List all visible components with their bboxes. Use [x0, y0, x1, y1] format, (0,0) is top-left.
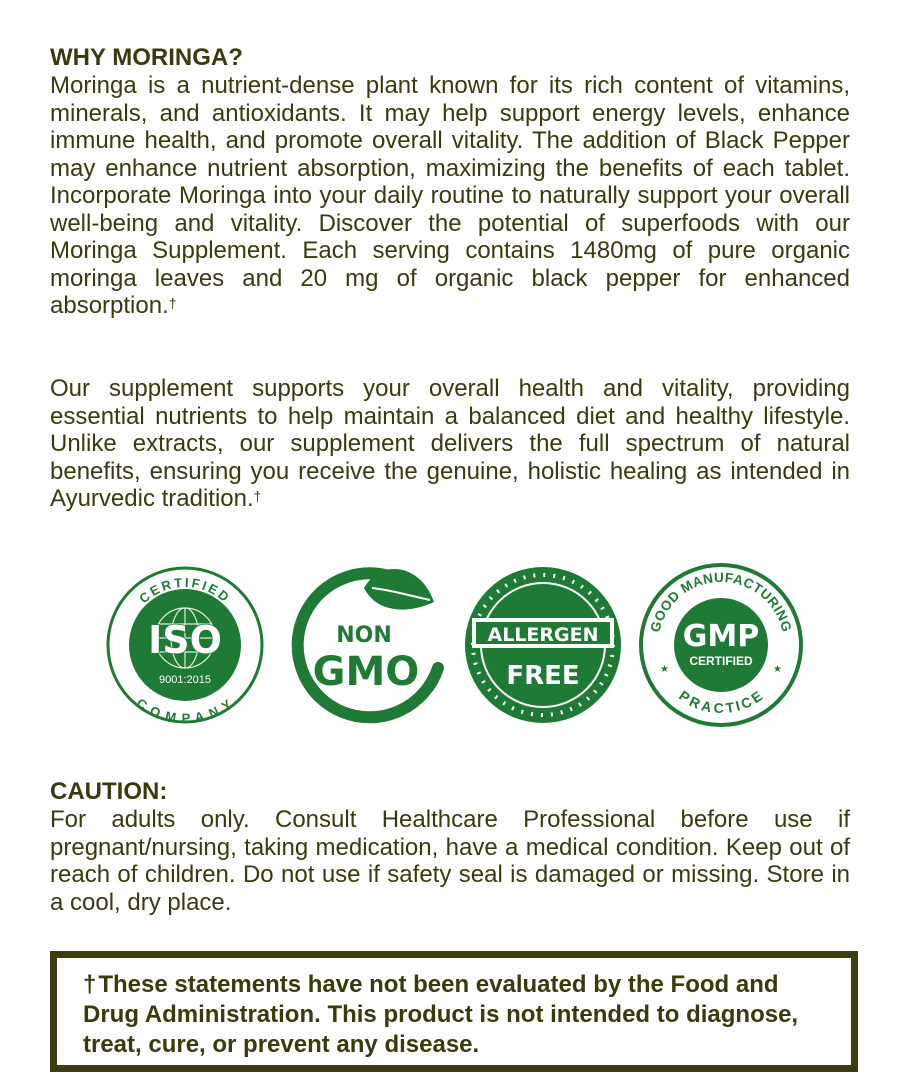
why-moringa-heading: WHY MORINGA?	[50, 44, 243, 71]
caution-heading: CAUTION:	[50, 778, 168, 805]
iso-top-text: CERTIFIED	[136, 574, 234, 607]
dagger-mark: †	[253, 488, 262, 504]
supplement-text: Our supplement supports your overall health and vitality, providing essential nutrients to help maintain a balanced diet and healthy lifestyle. Unlike extracts, our supplement delivers the full spectrum of natural benefits, ensuring you receive the genuine, holistic healing as intended in Ayurvedic tradition.	[50, 375, 850, 512]
iso-sub-text: 9001:2015	[159, 674, 211, 686]
fda-disclaimer-box	[50, 951, 858, 1072]
iso-bottom-text: COMPANY	[133, 695, 237, 726]
fda-disclaimer-text: These statements have not been evaluated by the Food and Drug Administration. This product is not intended to diagnose, treat, cure, or prevent any disease.	[83, 971, 799, 1058]
star-icon: ★	[660, 664, 669, 675]
caution-paragraph: For adults only. Consult Healthcare Professional before use if pregnant/nursing, taking medication, have a medical condition. Keep out of reach of children. Do not use if safety seal is damaged or missing. Store in a cool, dry place.	[50, 806, 850, 916]
dagger-mark: †	[83, 971, 97, 998]
certification-badges	[100, 560, 806, 730]
iso-badge	[100, 560, 270, 730]
gmp-bottom-text: PRACTICE	[676, 687, 766, 717]
gmp-main-text: GMP	[682, 619, 760, 654]
gmp-sub-text: CERTIFIED	[689, 654, 753, 668]
why-moringa-text: Moringa is a nutrient-dense plant known for its rich content of vitamins, minerals, and antioxidants. It may help support energy levels, enhance immune health, and promote overall vitality. The addition of Black Pepper may enhance nutrient absorption, maximizing the benefits of each tablet. Incorporate Moringa into your daily routine to naturally support your overall well-being and vitality. Discover the potential of superfoods with our Moringa Supplement. Each serving contains 1480mg of pure organic moringa leaves and 20 mg of organic black pepper for enhanced absorption.	[50, 72, 850, 319]
why-moringa-paragraph	[50, 72, 850, 320]
supplement-paragraph	[50, 375, 850, 513]
non-gmo-line1: NON	[336, 623, 392, 648]
fda-disclaimer	[83, 970, 827, 1060]
gmp-top-text: GOOD MANUFACTURING	[647, 569, 795, 634]
allergen-free-badge	[458, 560, 628, 730]
allergen-line1: ALLERGEN	[487, 624, 599, 646]
iso-main-text: ISO	[148, 618, 222, 662]
dagger-mark: †	[168, 295, 177, 311]
non-gmo-line2: GMO	[312, 649, 420, 695]
gmp-badge	[636, 560, 806, 730]
allergen-line2: FREE	[506, 661, 580, 691]
star-icon: ★	[773, 664, 782, 675]
non-gmo-badge	[286, 560, 456, 730]
